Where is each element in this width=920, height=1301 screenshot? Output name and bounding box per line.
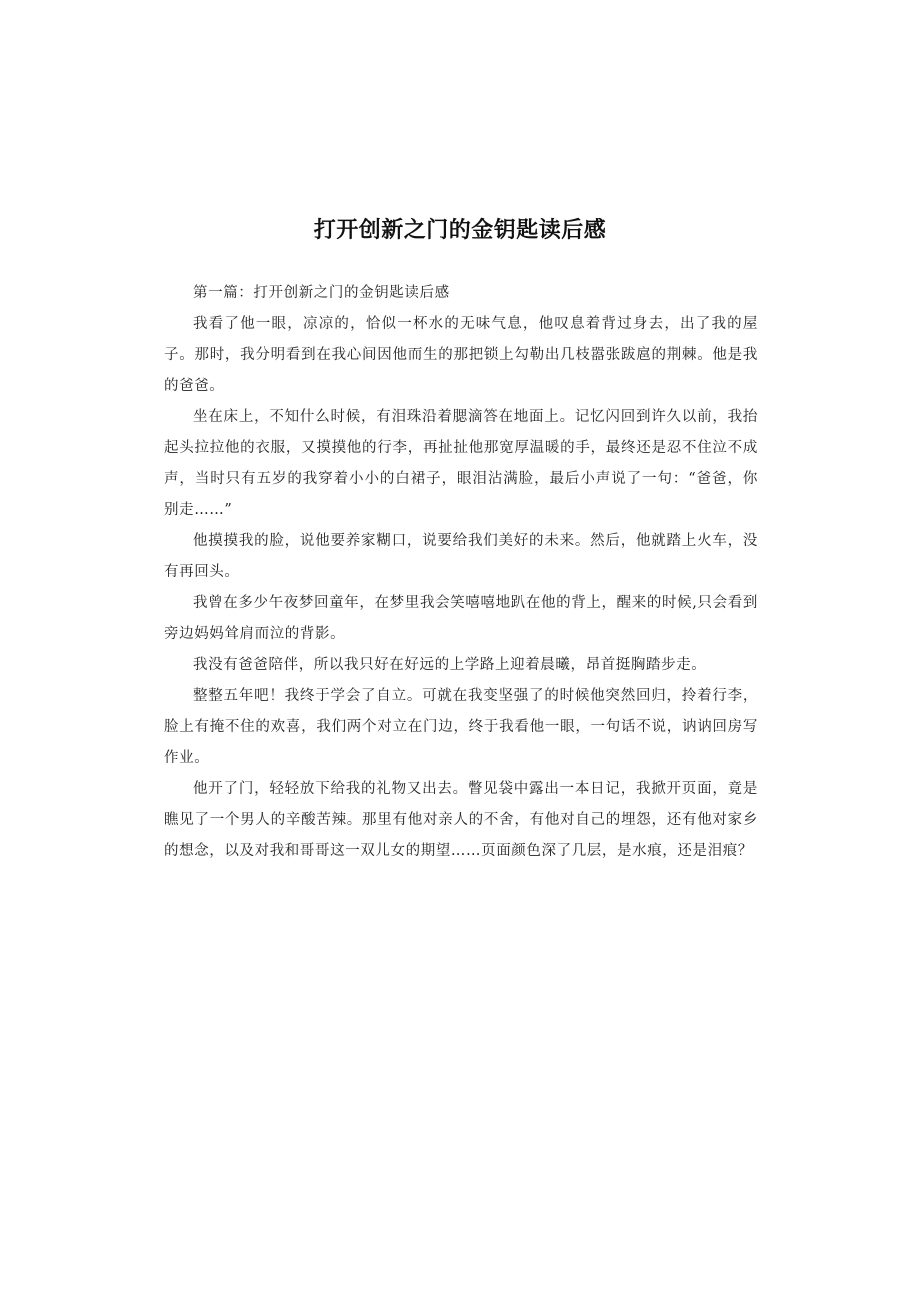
paragraph: 我曾在多少午夜梦回童年，在梦里我会笑嘻嘻地趴在他的背上，醒来的时候,只会看到旁边妈妈耸肩而泣的背影。: [164, 595, 758, 642]
paragraph-heading: 第一篇：打开创新之门的金钥匙读后感: [193, 285, 450, 301]
paragraph: 他开了门，轻轻放下给我的礼物又出去。瞥见袋中露出一本日记，我掀开页面，竟是瞧见了一个男人的辛酸苦辣。那里有他对亲人的不舍，有他对自己的埋怨，还有他对家乡的想念，以及对我和哥哥这一双儿女的期望……页面颜色深了几层，是水痕，还是泪痕？: [164, 781, 758, 859]
document-body: [164, 278, 758, 867]
paragraph: 我没有爸爸陪伴，所以我只好在好远的上学路上迎着晨曦，昂首挺胸踏步走。: [193, 657, 707, 673]
paragraph: 我看了他一眼，凉凉的，恰似一杯水的无味气息，他叹息着背过身去，出了我的屋子。那时，我分明看到在我心间因他而生的那把锁上勾勒出几枝嚣张跋扈的荆棘。他是我的爸爸。: [164, 316, 758, 394]
paragraph: 整整五年吧！我终于学会了自立。可就在我变坚强了的时候他突然回归，拎着行李，脸上有掩不住的欢喜，我们两个对立在门边，终于我看他一眼，一句话不说，讷讷回房写作业。: [164, 688, 758, 766]
document-title: 打开创新之门的金钥匙读后感: [313, 218, 607, 243]
paragraph: 他摸摸我的脸，说他要养家糊口，说要给我们美好的未来。然后，他就踏上火车，没有再回头。: [164, 533, 758, 580]
paragraph: 坐在床上，不知什么时候，有泪珠沿着腮滴答在地面上。记忆闪回到许久以前，我抬起头拉拉他的衣服，又摸摸他的行李，再扯扯他那宽厚温暖的手，最终还是忍不住泣不成声，当时只有五岁的我穿着小小的白裙子，眼泪沾满脸，最后小声说了一句：“爸爸，你别走……”: [164, 409, 758, 518]
